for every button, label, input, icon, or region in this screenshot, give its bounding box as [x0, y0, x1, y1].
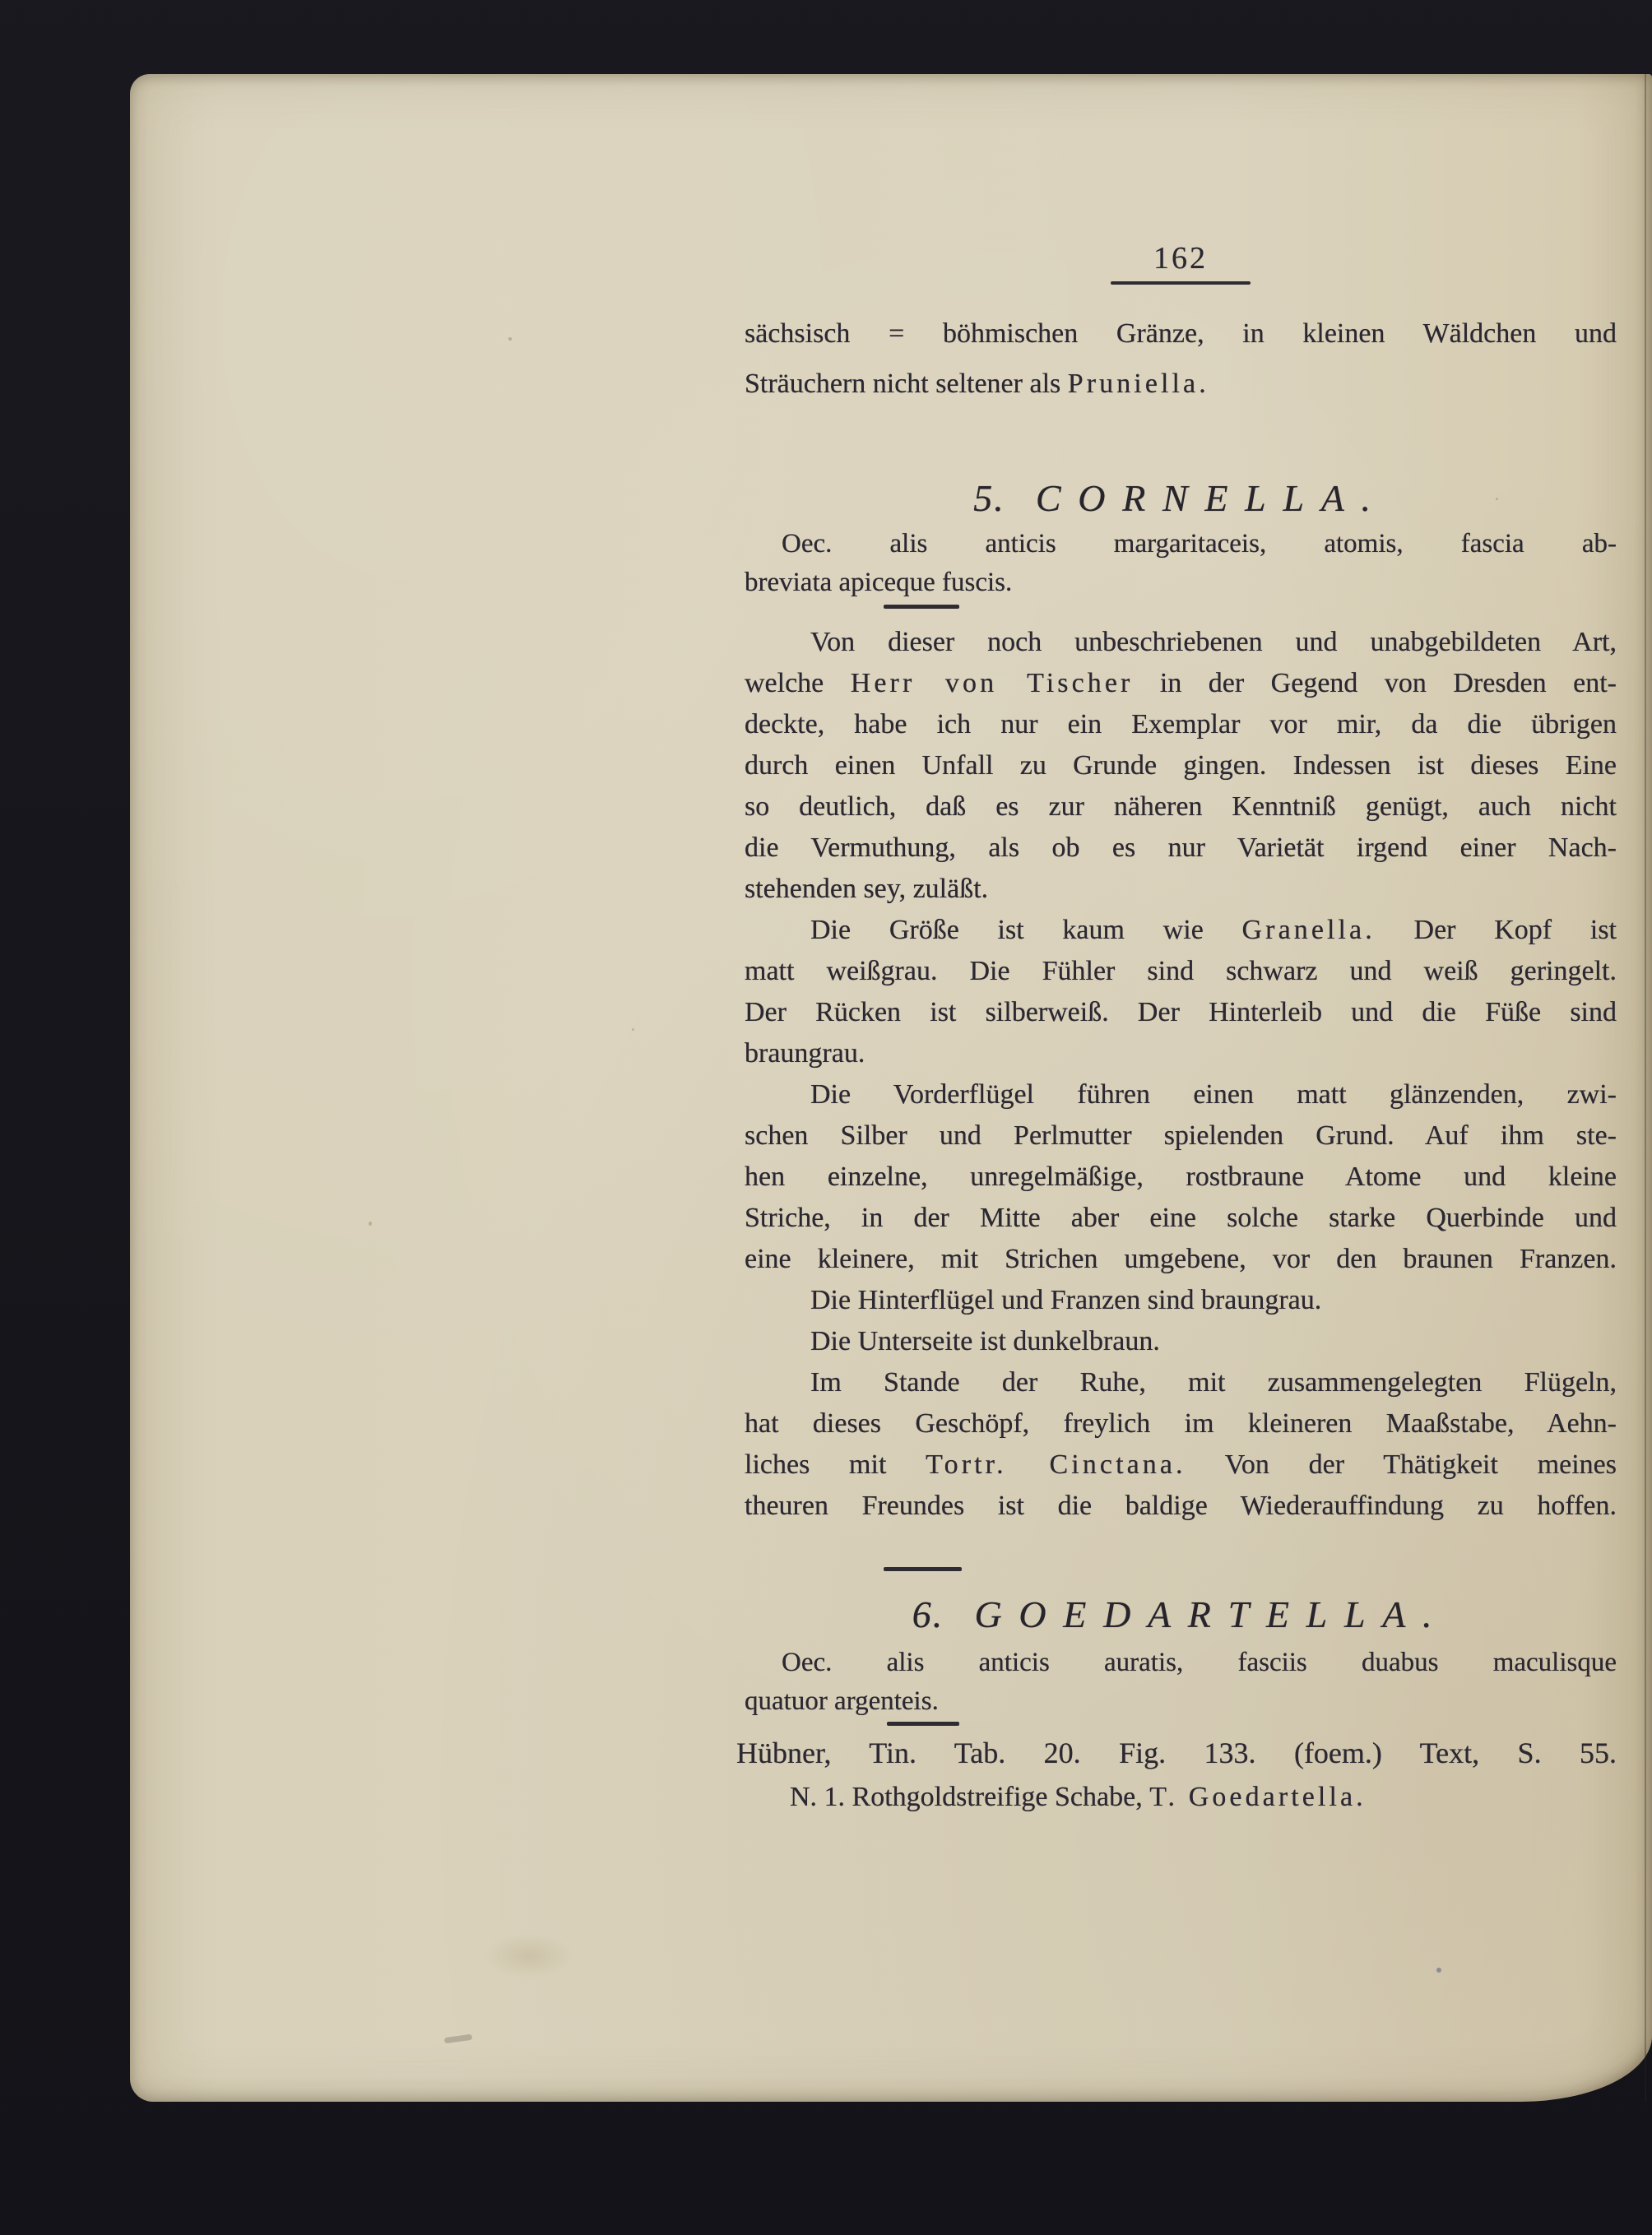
- reference-line: Hübner, Tin. Tab. 20. Fig. 133. (foem.) Text, S. 55.: [736, 1737, 1617, 1769]
- section-heading-cornella: [745, 475, 1617, 522]
- text-line: stehenden sey, zuläßt.: [745, 874, 989, 904]
- text-line: welche Herr von Tischer in der Gegend von Dresden ent-: [745, 668, 1617, 698]
- ink-speck: [1436, 1968, 1441, 1973]
- foxing-speck: [1496, 498, 1498, 500]
- species-name: Pruniella.: [1067, 369, 1209, 399]
- section-divider: [884, 605, 959, 609]
- text-line: Von dieser noch unbeschriebenen und unabgebildeten Art,: [810, 627, 1617, 657]
- text-line: schen Silber und Perlmutter spielenden Grund. Auf ihm ste-: [745, 1120, 1617, 1151]
- reference-citation: [736, 1734, 1617, 1772]
- paper-smudge: [444, 2034, 473, 2044]
- text-line: Oec. alis anticis auratis, fasciis duabus maculisque: [782, 1648, 1617, 1677]
- text-line: liches mit Tortr. Cinctana. Von der Thätigkeit meines: [745, 1449, 1617, 1480]
- text-line: hen einzelne, unregelmäßige, rostbraune Atome und kleine: [745, 1162, 1617, 1192]
- text-line: so deutlich, daß es zur näheren Kenntniß genügt, auch nicht: [745, 791, 1617, 822]
- text-line: Die Größe ist kaum wie Granella. Der Kopf ist: [810, 915, 1617, 945]
- text-line: Die Vorderflügel führen einen matt glänzenden, zwi-: [810, 1079, 1617, 1110]
- text-line: Im Stande der Ruhe, mit zusammengelegten Flügeln,: [810, 1367, 1617, 1398]
- species-name: Granella.: [1241, 915, 1376, 945]
- text-line: Die Hinterflügel und Franzen sind braungrau.: [810, 1285, 1322, 1315]
- text-line: durch einen Unfall zu Grunde gingen. Indessen ist dieses Eine: [745, 750, 1617, 781]
- text-line: theuren Freundes ist die baldige Wiederauffindung zu hoffen.: [745, 1491, 1617, 1521]
- foxing-speck: [508, 337, 512, 341]
- page-number-rule: [1111, 281, 1251, 285]
- text-line: Die Unterseite ist dunkelbraun.: [810, 1326, 1160, 1356]
- person-name: Herr von Tischer: [850, 668, 1134, 698]
- section-divider: [887, 1722, 959, 1726]
- cornella-description: [745, 622, 1617, 1527]
- reference-vernacular: [745, 1778, 1617, 1816]
- section-name: CORNELLA.: [1035, 477, 1388, 519]
- text-line: Sträuchern nicht seltener als Pruniella.: [745, 369, 1209, 399]
- species-name: Tortr. Cinctana.: [926, 1449, 1186, 1480]
- paper-stain: [484, 1933, 574, 1978]
- text-line: deckte, habe ich nur ein Exemplar vor mir, da die übrigen: [745, 709, 1617, 740]
- page-header: [745, 240, 1617, 285]
- page-number: 162: [1153, 241, 1208, 276]
- text-line: quatuor argenteis.: [745, 1686, 939, 1716]
- text-line: sächsisch = böhmischen Gränze, in kleinen Wäldchen und: [745, 318, 1617, 349]
- latin-diagnosis-cornella: [745, 525, 1617, 602]
- text-line: Striche, in der Mitte aber eine solche starke Querbinde und: [745, 1203, 1617, 1233]
- section-heading-goedartella: [745, 1592, 1617, 1638]
- section-name: GOEDARTELLA.: [974, 1593, 1450, 1635]
- latin-diagnosis-goedartella: [745, 1644, 1617, 1721]
- book-page: [130, 74, 1652, 2102]
- continuation-paragraph: [745, 308, 1617, 409]
- foxing-speck: [632, 1028, 634, 1031]
- text-line: eine kleinere, mit Strichen umgebene, vor den braunen Franzen.: [745, 1244, 1617, 1274]
- section-divider: [884, 1567, 962, 1571]
- foxing-speck: [369, 1222, 372, 1226]
- text-line: die Vermuthung, als ob es nur Varietät irgend einer Nach-: [745, 832, 1617, 863]
- text-line: Oec. alis anticis margaritaceis, atomis, fascia ab-: [782, 529, 1617, 559]
- text-line: hat dieses Geschöpf, freylich im kleineren Maaßstabe, Aehn-: [745, 1408, 1617, 1439]
- text-line: matt weißgrau. Die Fühler sind schwarz und weiß geringelt.: [745, 956, 1617, 986]
- reference-line: N. 1. Rothgoldstreifige Schabe, T. Goedartella.: [790, 1782, 1367, 1812]
- section-number: 6.: [912, 1593, 944, 1635]
- text-line: braungrau.: [745, 1038, 865, 1069]
- species-name: T. Goedartella.: [1149, 1782, 1367, 1812]
- text-line: Der Rücken ist silberweiß. Der Hinterleib und die Füße sind: [745, 997, 1617, 1027]
- text-line: breviata apiceque fuscis.: [745, 568, 1013, 597]
- section-number: 5.: [973, 477, 1005, 519]
